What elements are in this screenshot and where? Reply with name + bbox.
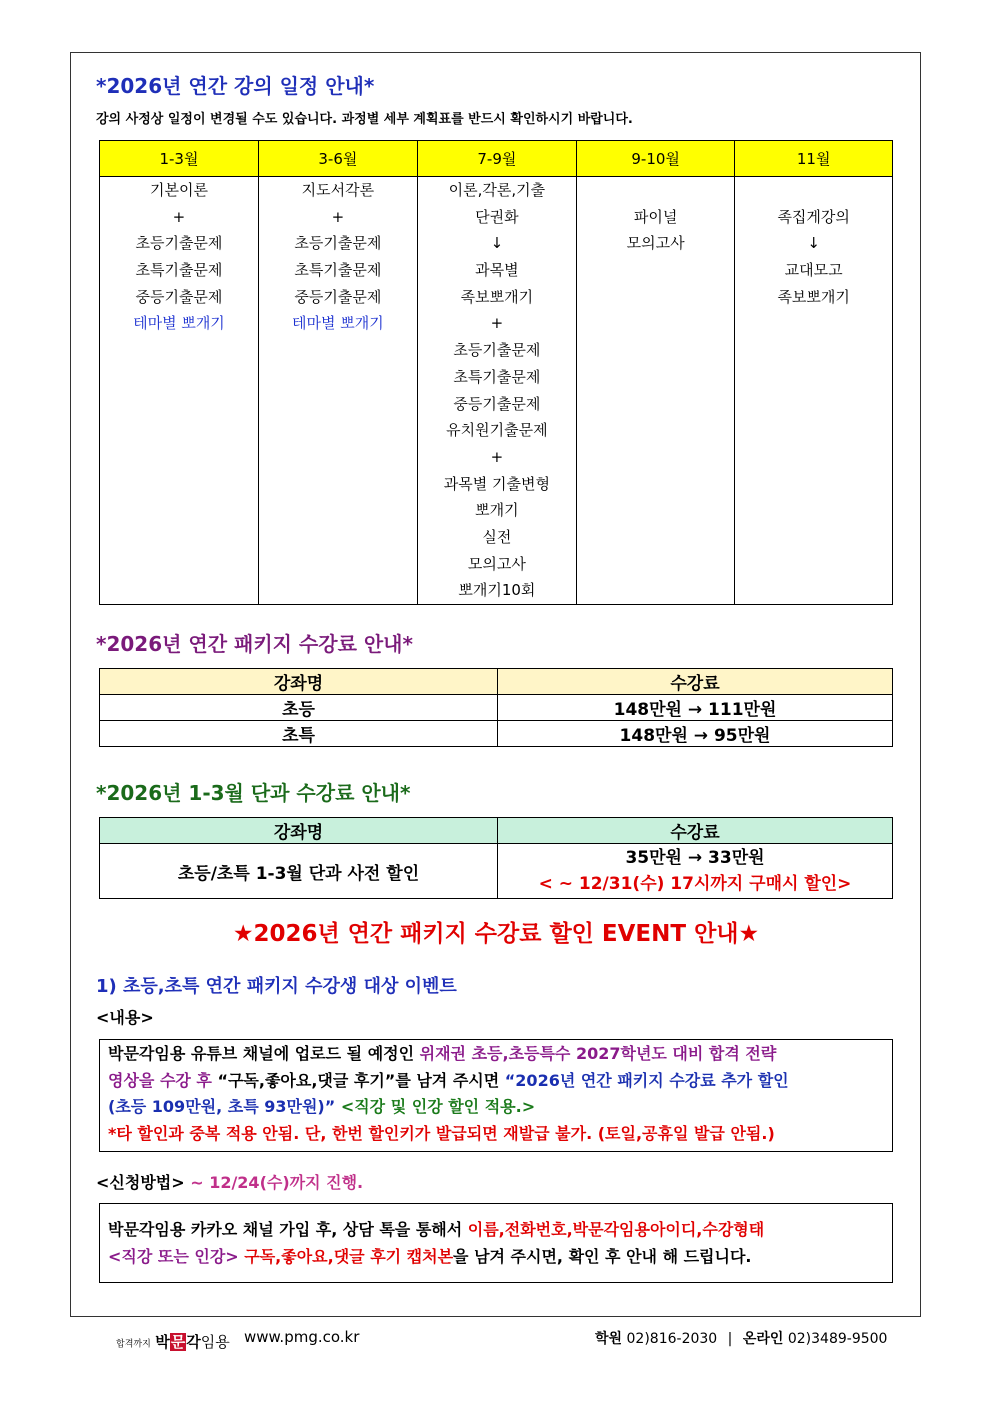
footer-slogan: 합격까지 bbox=[116, 1339, 151, 1350]
schedule-table bbox=[99, 140, 893, 605]
apply-label: <신청방법> bbox=[96, 1173, 185, 1192]
apply-deadline: ~ 12/24(수)까지 진행. bbox=[184, 1173, 364, 1192]
schedule-line: 초등기출문제 bbox=[135, 234, 223, 253]
schedule-line: 실전 bbox=[482, 527, 512, 546]
apply-text: 을 남겨 주시면, 확인 후 안내 해 드립니다. bbox=[453, 1246, 752, 1266]
schedule-line: + bbox=[172, 207, 186, 226]
apply-required: 이름,전화번호,박문각임용아이디,수강형태 bbox=[467, 1220, 765, 1239]
footer-logo bbox=[116, 1331, 230, 1352]
schedule-line: 초특기출문제 bbox=[453, 367, 541, 386]
schedule-line: ↓ bbox=[807, 234, 820, 253]
brand-suffix: 임용 bbox=[200, 1333, 230, 1351]
package-fee-cell: 148만원 → 111만원 bbox=[498, 695, 893, 721]
table-row bbox=[100, 695, 893, 721]
event-title: ★2026년 연간 패키지 수강료 할인 EVENT 안내★ bbox=[232, 921, 760, 947]
schedule-line: 모의고사 bbox=[467, 554, 526, 573]
schedule-period-header: 11월 bbox=[735, 141, 893, 177]
schedule-line: 족보뽀개기 bbox=[777, 287, 850, 306]
online-label: 온라인 bbox=[742, 1331, 784, 1347]
schedule-line: 중등기출문제 bbox=[453, 394, 541, 413]
apply-type: <직강 또는 인강> bbox=[108, 1246, 239, 1266]
schedule-title: *2026년 연간 강의 일정 안내* bbox=[96, 74, 375, 98]
schedule-cell bbox=[735, 177, 893, 605]
schedule-line: 지도서각론 bbox=[301, 181, 375, 199]
single-course-cell: 초등/초특 1-3월 단과 사전 할인 bbox=[100, 844, 498, 899]
schedule-line: 테마별 뽀개기 bbox=[292, 314, 384, 333]
table-row bbox=[100, 721, 893, 747]
apply-text: 박문각임용 카카오 채널 가입 후, 상담 톡을 통해서 bbox=[108, 1220, 468, 1239]
package-course-cell: 초특 bbox=[100, 721, 498, 747]
package-table bbox=[99, 668, 893, 747]
package-title: *2026년 연간 패키지 수강료 안내* bbox=[96, 632, 413, 656]
schedule-line: + bbox=[331, 207, 345, 226]
schedule-line: 단권화 bbox=[475, 207, 519, 226]
schedule-line: 초등기출문제 bbox=[453, 341, 541, 360]
schedule-line: 과목별 bbox=[475, 261, 519, 280]
footer-contact bbox=[595, 1328, 887, 1348]
schedule-line: 기본이론 bbox=[149, 181, 208, 199]
brand-char: 박 bbox=[155, 1333, 170, 1351]
schedule-line: 초특기출문제 bbox=[294, 261, 382, 280]
content-apply-note: <직강 및 인강 할인 적용.> bbox=[335, 1097, 536, 1117]
schedule-line: 족집게강의 bbox=[777, 207, 850, 226]
schedule-line bbox=[577, 177, 734, 204]
content-highlight: 위재권 초등,초등특수 2027학년도 대비 합격 전략 bbox=[419, 1044, 777, 1063]
table-row bbox=[100, 844, 893, 899]
content-discount: (초등 109만원, 초특 93만원)” bbox=[108, 1097, 336, 1117]
footer-brand bbox=[155, 1333, 229, 1351]
schedule-line: 유치원기출문제 bbox=[446, 421, 548, 440]
online-phone: 02)3489-9500 bbox=[787, 1331, 888, 1347]
academy-label: 학원 bbox=[595, 1331, 623, 1347]
schedule-line: + bbox=[490, 447, 504, 466]
single-deadline: < ~ 12/31(수) 17시까지 구매시 할인> bbox=[538, 874, 852, 894]
brand-char-highlight: 문 bbox=[170, 1333, 186, 1351]
single-table bbox=[99, 817, 893, 899]
single-title: *2026년 1-3월 단과 수강료 안내* bbox=[96, 781, 411, 805]
academy-phone: 02)816-2030 bbox=[626, 1331, 718, 1347]
content-warning: *타 할인과 중복 적용 안됨. 단, 한번 할인키가 발급되면 재발급 불가. (토일,공휴일 발급 안됨.) bbox=[108, 1124, 775, 1144]
schedule-line: 과목별 기출변형 bbox=[443, 474, 550, 493]
content-discount: “2026년 연간 패키지 수강료 추가 할인 bbox=[504, 1070, 789, 1090]
single-fee-cell bbox=[498, 844, 893, 899]
schedule-line: 중등기출문제 bbox=[294, 287, 382, 306]
schedule-line: 교대모고 bbox=[784, 261, 843, 280]
single-header-course: 강좌명 bbox=[100, 818, 498, 844]
schedule-notice: 강의 사정상 일정이 변경될 수도 있습니다. 과정별 세부 계획표를 반드시 확인하시기 바랍니다. bbox=[96, 112, 633, 127]
schedule-line: 뽀개기10회 bbox=[458, 581, 536, 600]
package-header-course: 강좌명 bbox=[100, 669, 498, 695]
apply-box bbox=[99, 1203, 893, 1283]
package-fee-cell: 148만원 → 95만원 bbox=[498, 721, 893, 747]
schedule-period-header: 9-10월 bbox=[576, 141, 734, 177]
schedule-line: 족보뽀개기 bbox=[460, 287, 534, 306]
schedule-line: + bbox=[490, 314, 504, 333]
package-header-fee: 수강료 bbox=[498, 669, 893, 695]
brand-char: 각 bbox=[186, 1333, 201, 1351]
schedule-line: 초등기출문제 bbox=[294, 234, 382, 253]
schedule-cell bbox=[576, 177, 734, 605]
content-highlight: 영상을 수강 후 bbox=[108, 1070, 212, 1090]
apply-capture: 구독,좋아요,댓글 후기 캡처본 bbox=[238, 1246, 454, 1266]
schedule-line: 뽀개기 bbox=[475, 501, 519, 520]
single-price: 35만원 → 33만원 bbox=[625, 848, 765, 868]
content-text: “구독,좋아요,댓글 후기”를 남겨 주시면 bbox=[211, 1070, 505, 1090]
event-content-box bbox=[99, 1039, 893, 1152]
schedule-line: 중등기출문제 bbox=[135, 287, 223, 306]
single-header-fee: 수강료 bbox=[498, 818, 893, 844]
schedule-line: 테마별 뽀개기 bbox=[133, 314, 225, 333]
apply-heading bbox=[96, 1170, 363, 1193]
schedule-period-header: 1-3월 bbox=[100, 141, 259, 177]
content-text: 박문각임용 유튜브 채널에 업로드 될 예정인 bbox=[108, 1044, 420, 1063]
schedule-cell bbox=[258, 177, 417, 605]
schedule-line: 모의고사 bbox=[626, 234, 685, 253]
content-label: <내용> bbox=[96, 1008, 154, 1027]
schedule-line bbox=[735, 177, 892, 204]
schedule-period-header: 3-6월 bbox=[258, 141, 417, 177]
schedule-line: 이론,각론,기출 bbox=[448, 181, 546, 199]
package-course-cell: 초등 bbox=[100, 695, 498, 721]
schedule-cell bbox=[100, 177, 259, 605]
event-subtitle: 1) 초등,초특 연간 패키지 수강생 대상 이벤트 bbox=[96, 976, 457, 997]
footer-url[interactable]: www.pmg.co.kr bbox=[244, 1328, 360, 1346]
schedule-line: 초특기출문제 bbox=[135, 261, 223, 280]
footer-separator: | bbox=[727, 1331, 733, 1347]
schedule-period-header: 7-9월 bbox=[417, 141, 576, 177]
schedule-cell bbox=[417, 177, 576, 605]
schedule-line: 파이널 bbox=[633, 207, 678, 226]
schedule-line: ↓ bbox=[490, 234, 504, 253]
